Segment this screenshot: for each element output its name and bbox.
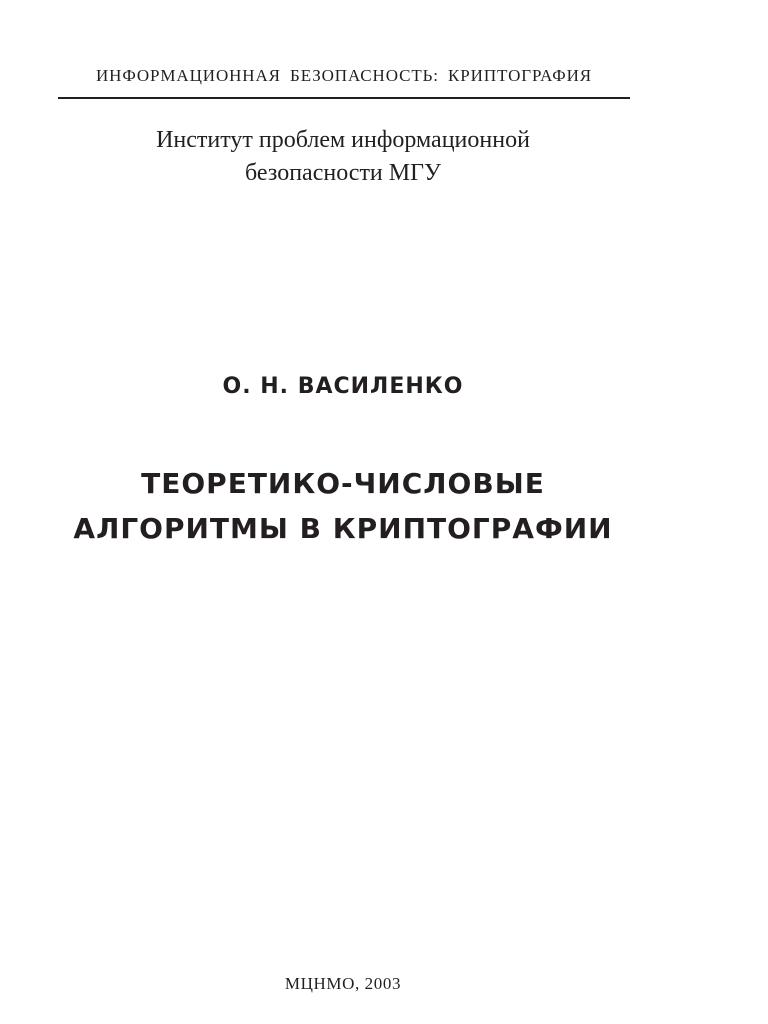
author-name: О. Н. ВАСИЛЕНКО — [222, 374, 464, 399]
book-title-line-2: АЛГОРИТМЫ В КРИПТОГРАФИИ — [73, 512, 613, 545]
institute-line-2: безопасности МГУ — [245, 160, 441, 186]
series-header: ИНФОРМАЦИОННАЯ БЕЗОПАСНОСТЬ: КРИПТОГРАФИЯ — [95, 66, 593, 85]
publisher-imprint: МЦНМО, 2003 — [284, 974, 402, 993]
header-divider — [58, 97, 630, 99]
institute-name — [0, 124, 686, 190]
book-title — [0, 461, 686, 551]
book-title-line-1: ТЕОРЕТИКО-ЧИСЛОВЫЕ — [141, 467, 545, 500]
institute-line-1: Институт проблем информационной — [156, 127, 530, 153]
